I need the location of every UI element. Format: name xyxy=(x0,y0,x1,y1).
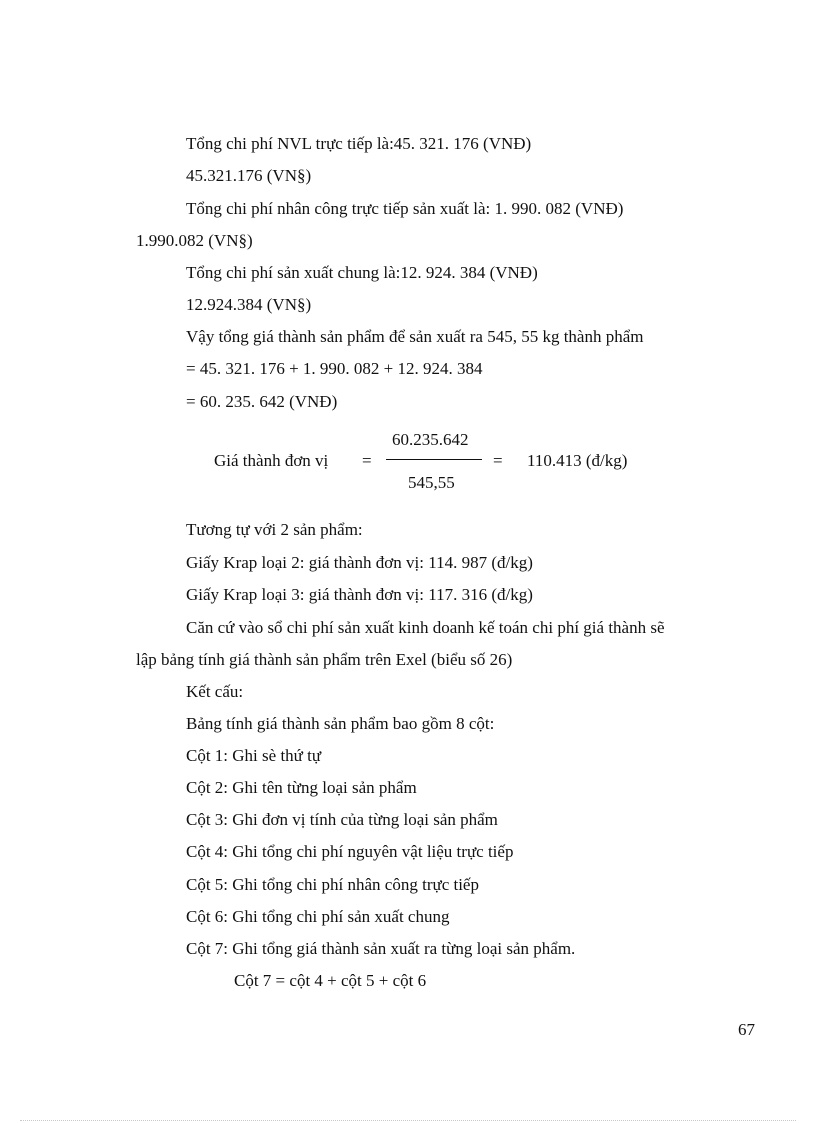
text-line: Giấy Krap loại 2: giá thành đơn vị: 114. 987 (đ/kg) xyxy=(186,553,533,572)
text-line: Cột 3: Ghi đơn vị tính của từng loại sản phẩm xyxy=(186,810,498,829)
text-line: Cột 7 = cột 4 + cột 5 + cột 6 xyxy=(234,971,427,990)
text-line: 45.321.176 (VN§) xyxy=(186,166,312,185)
text-line: Vậy tổng giá thành sản phẩm để sản xuất ra 545, 55 kg thành phẩm xyxy=(186,327,644,346)
text-line: Cột 2: Ghi tên từng loại sản phẩm xyxy=(186,778,417,797)
text-line: Căn cứ vào sổ chi phí sản xuất kinh doanh kế toán chi phí giá thành sẽ xyxy=(186,618,665,637)
text-line: Giấy Krap loại 3: giá thành đơn vị: 117. 316 (đ/kg) xyxy=(186,585,533,604)
text-line: Tổng chi phí NVL trực tiếp là:45. 321. 176 (VNĐ) xyxy=(186,134,532,153)
page-number: 67 xyxy=(738,1020,755,1039)
text-line: Cột 5: Ghi tổng chi phí nhân công trực tiếp xyxy=(186,875,479,894)
text-line: lập bảng tính giá thành sản phẩm trên Exel (biểu số 26) xyxy=(136,650,513,669)
text-line: = 45. 321. 176 + 1. 990. 082 + 12. 924. 384 xyxy=(186,359,483,378)
text-line: Cột 6: Ghi tổng chi phí sản xuất chung xyxy=(186,907,450,926)
formula-equals-2: = xyxy=(493,451,503,470)
formula-result: 110.413 (đ/kg) xyxy=(527,451,628,470)
fraction-bar xyxy=(386,459,482,460)
formula-numerator: 60.235.642 xyxy=(392,430,469,449)
text-line: Tổng chi phí sản xuất chung là:12. 924. 384 (VNĐ) xyxy=(186,263,538,282)
text-line: Tổng chi phí nhân công trực tiếp sản xuất là: 1. 990. 082 (VNĐ) xyxy=(186,199,624,218)
footer-dotted-divider xyxy=(20,1120,796,1121)
formula-denominator: 545,55 xyxy=(408,473,455,492)
text-line: = 60. 235. 642 (VNĐ) xyxy=(186,392,338,411)
text-line: Cột 1: Ghi sè thứ tự xyxy=(186,746,322,765)
text-line: Kết cấu: xyxy=(186,682,244,701)
formula-label: Giá thành đơn vị xyxy=(214,451,329,470)
text-line: 12.924.384 (VN§) xyxy=(186,295,312,314)
text-line: Bảng tính giá thành sản phẩm bao gồm 8 cột: xyxy=(186,714,495,733)
text-line: Tương tự với 2 sản phẩm: xyxy=(186,520,363,539)
text-line: Cột 7: Ghi tổng giá thành sản xuất ra từng loại sản phẩm. xyxy=(186,939,576,958)
text-line: Cột 4: Ghi tổng chi phí nguyên vật liệu trực tiếp xyxy=(186,842,514,861)
formula-equals: = xyxy=(362,451,372,470)
text-line: 1.990.082 (VN§) xyxy=(136,231,253,250)
